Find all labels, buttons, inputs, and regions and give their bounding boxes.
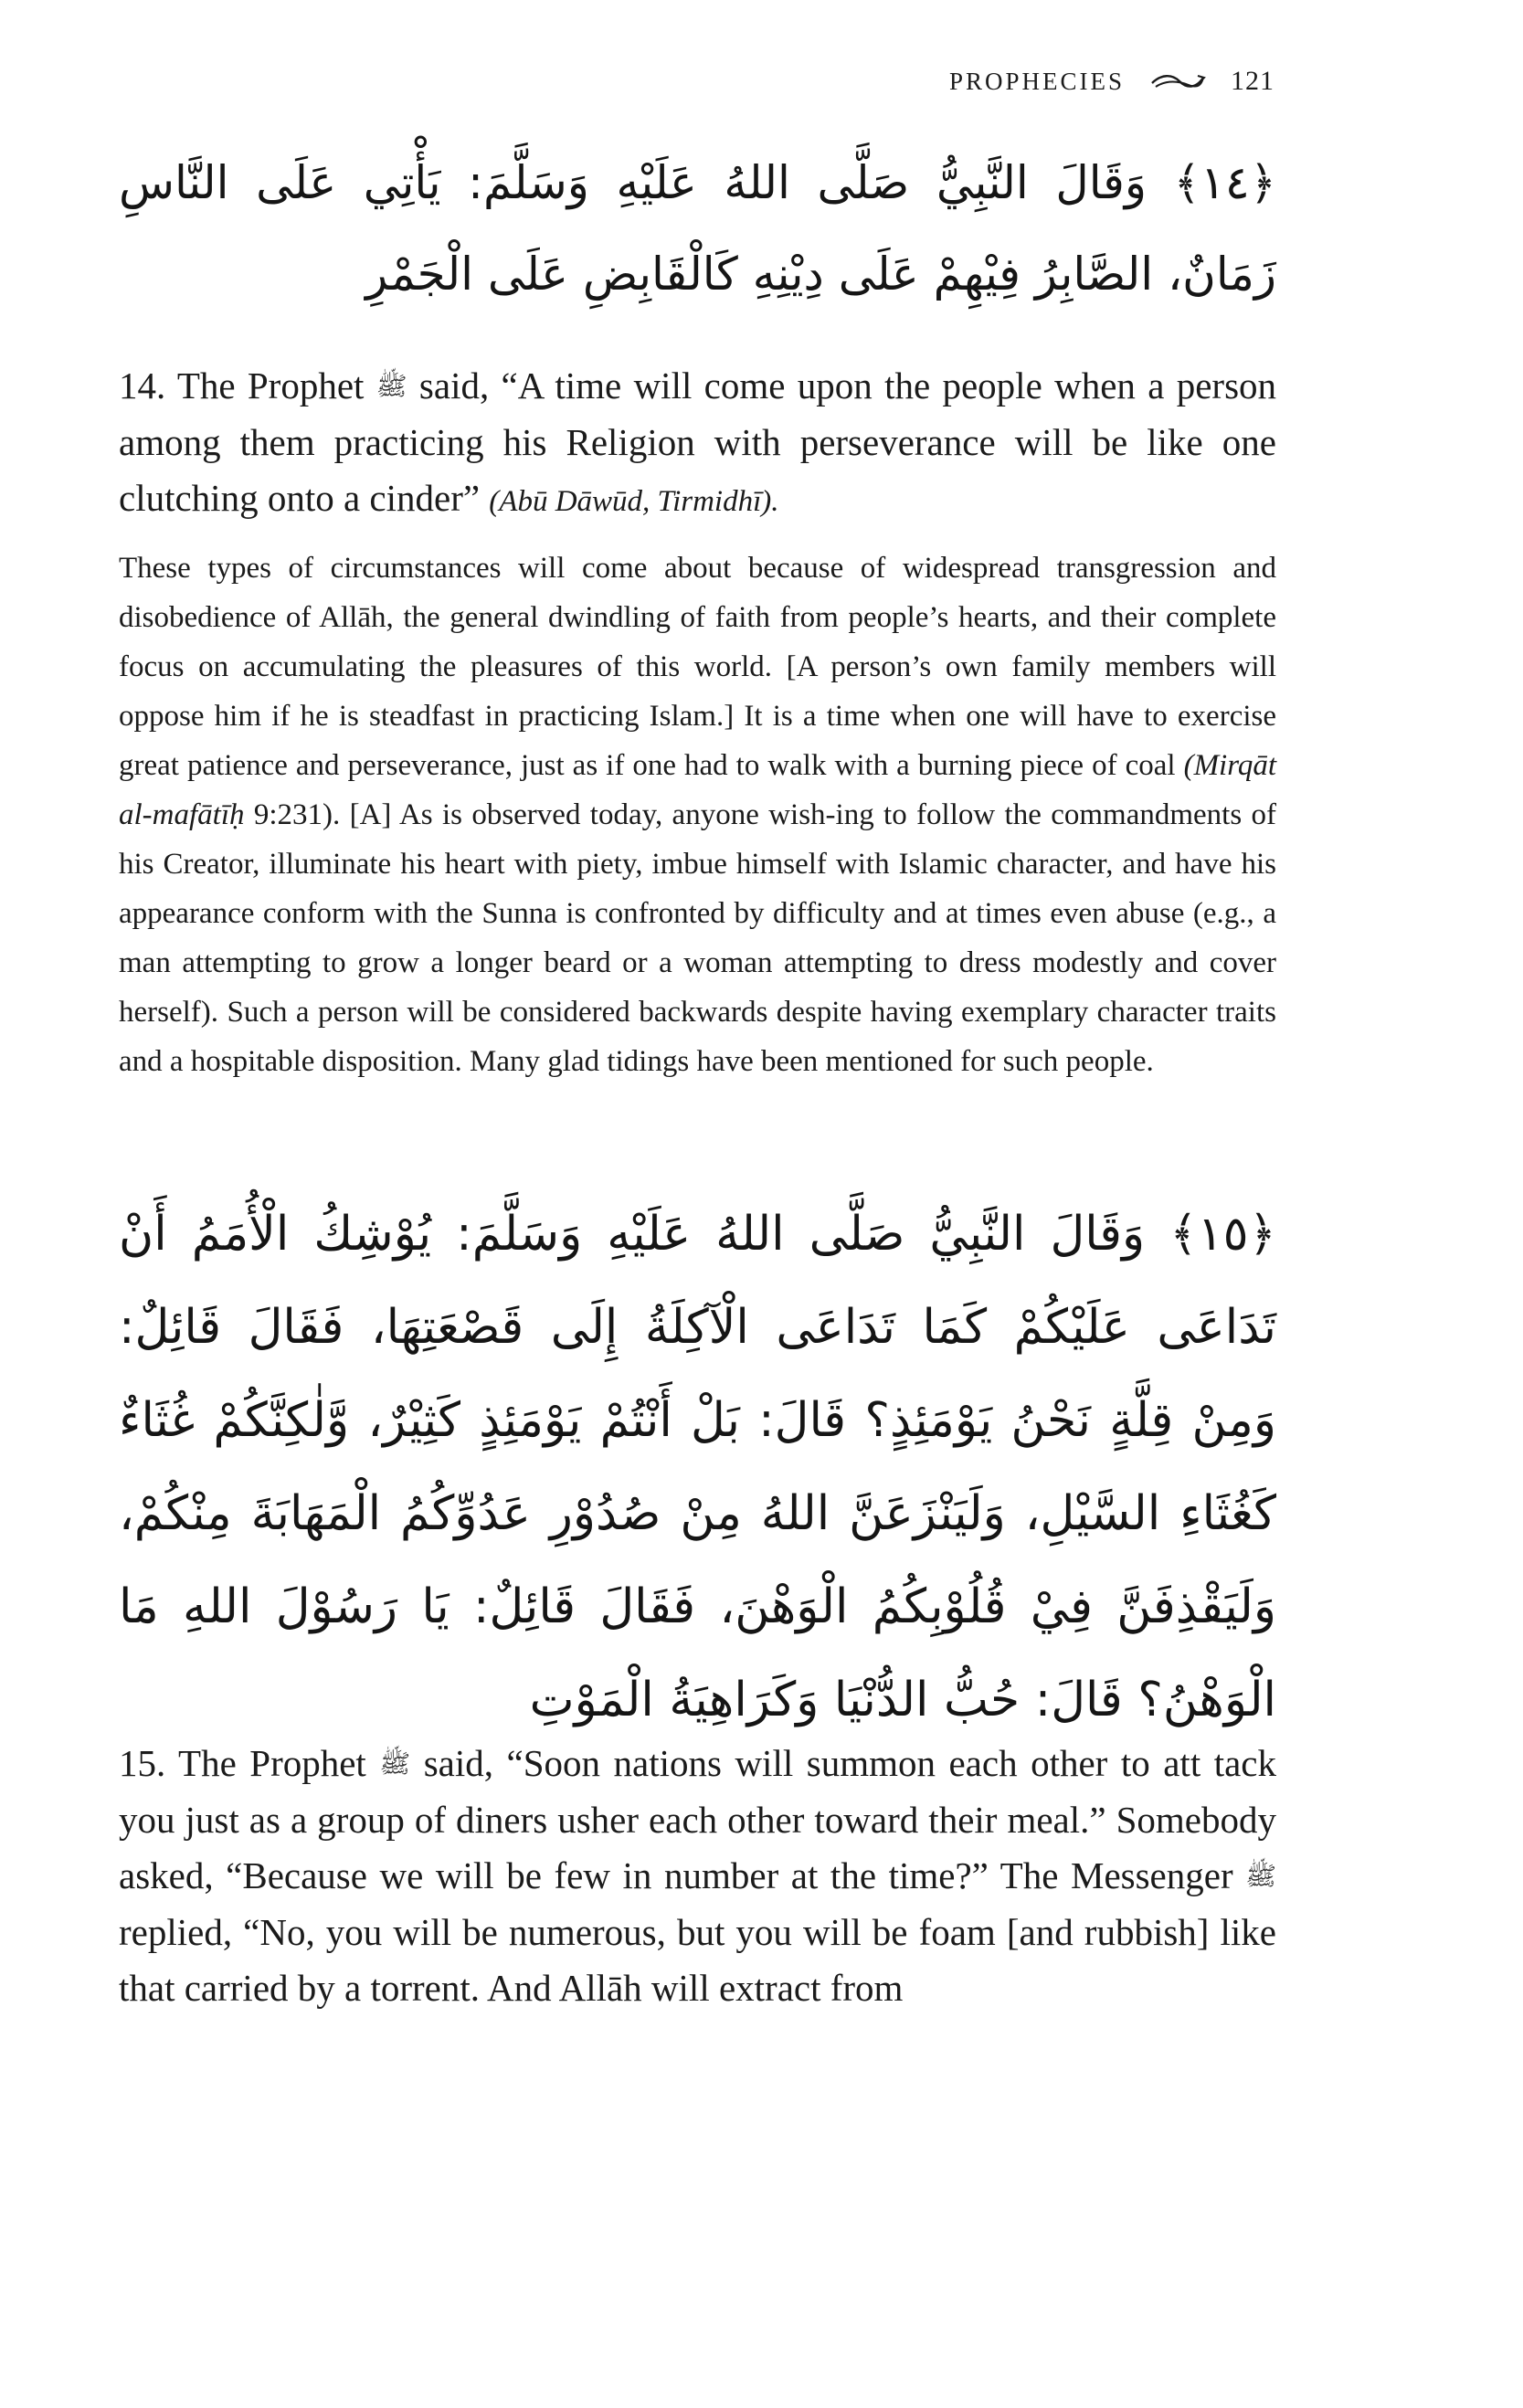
page-number: 121 <box>1231 66 1274 96</box>
hadith-14-number: 14. <box>119 364 166 407</box>
hadith-14-text-start: The Prophet <box>176 364 365 407</box>
salutation-icon: ﷺ <box>1245 1863 1277 1891</box>
hadith-15-text-b: replied, “No, you will be numerous, but you will be foam [and rubbish] like that carried by a torrent. And Allāh will extract from <box>119 1911 1276 2009</box>
scroll-ornament-icon <box>1148 70 1207 92</box>
hadith-14-translation <box>119 358 1276 530</box>
commentary-14 <box>119 544 1276 1086</box>
salutation-icon: ﷺ <box>375 373 407 401</box>
hadith-15-number: 15. <box>119 1742 166 1784</box>
hadith-15-translation <box>119 1736 1276 2016</box>
running-title: PROPHECIES <box>948 67 1125 95</box>
commentary-part-2: [A] As is observed today, anyone wish-ing to follow the commandments of his Creator, illuminate his heart with piety, imbue himself with Islamic character, and have his appearance conform with the Sunna is confronted by difficulty and at times even abuse (e.g., a man attempting to grow a longer beard or a woman attempting to dress modestly and cover herself). Such a person will be considered backwards despite having exemplary character traits and a hospitable disposition. Many glad tidings have been mentioned for such people. <box>119 798 1276 1078</box>
running-header <box>949 66 1274 97</box>
commentary-reference-tail: 9:231). <box>253 798 341 831</box>
hadith-15-text-start: The Prophet <box>178 1742 366 1784</box>
hadith-15-text-a: said, “Soon nations will summon each other to att tack you just as a group of diners usher each other toward their meal.” Somebody asked, “Because we will be few in number at the time?” The Messenger <box>119 1742 1277 1896</box>
hadith-14-arabic: ﴿١٤﴾ وَقَالَ النَّبِيُّ صَلَّى اللهُ عَلَيْهِ وَسَلَّمَ: يَأْتِي عَلَى النَّاسِ زَمَانٌ، الصَّابِرُ فِيْهِمْ عَلَى دِيْنِهِ كَالْقَابِضِ عَلَى الْجَمْرِ <box>119 156 1276 301</box>
hadith-14-reference: (Abū Dāwūd, Tirmidhī). <box>489 485 779 518</box>
salutation-icon: ﷺ <box>379 1750 411 1779</box>
hadith-15-arabic: ﴿١٥﴾ وَقَالَ النَّبِيُّ صَلَّى اللهُ عَلَيْهِ وَسَلَّمَ: يُوْشِكُ الْأُمَمُ أَنْ تَدَاعَى عَلَيْكُمْ كَمَا تَدَاعَى الْآكِلَةُ إِلَى قَصْعَتِهَا، فَقَالَ قَائِلٌ: وَمِنْ قِلَّةٍ نَحْنُ يَوْمَئِذٍ؟ قَالَ: بَلْ أَنْتُمْ يَوْمَئِذٍ كَثِيْرٌ، وَّلٰكِنَّكُمْ غُثَاءٌ كَغُثَاءِ السَّيْلِ، وَلَيَنْزَعَنَّ اللهُ مِنْ صُدُوْرِ عَدُوِّكُمُ الْمَهَابَةَ مِنْكُمْ، وَلَيَقْذِفَنَّ فِيْ قُلُوْبِكُمُ الْوَهْنَ، فَقَالَ قَائِلٌ: يَا رَسُوْلَ اللهِ مَا الْوَهْنُ؟ قَالَ: حُبُّ الدُّنْيَا وَكَرَاهِيَةُ الْمَوْتِ <box>119 1207 1276 1727</box>
commentary-reference: (Mirqāt al-mafātīḥ <box>119 749 1277 831</box>
commentary-part-1: These types of circumstances will come about because of widespread transgression and disobedience of Allāh, the general dwindling of faith from people’s hearts, and their complete focus on accumulating the pleasures of this world. [A person’s own family members will oppose him if he is steadfast in practicing Islam.] It is a time when one will have to exercise great patience and perseverance, just as if one had to walk with a burning piece of coal <box>119 552 1276 782</box>
hadith-14-text: said, “A time will come upon the people when a person among them practicing his Religion with perseverance will be like one clutching onto a cinder” <box>119 364 1277 519</box>
